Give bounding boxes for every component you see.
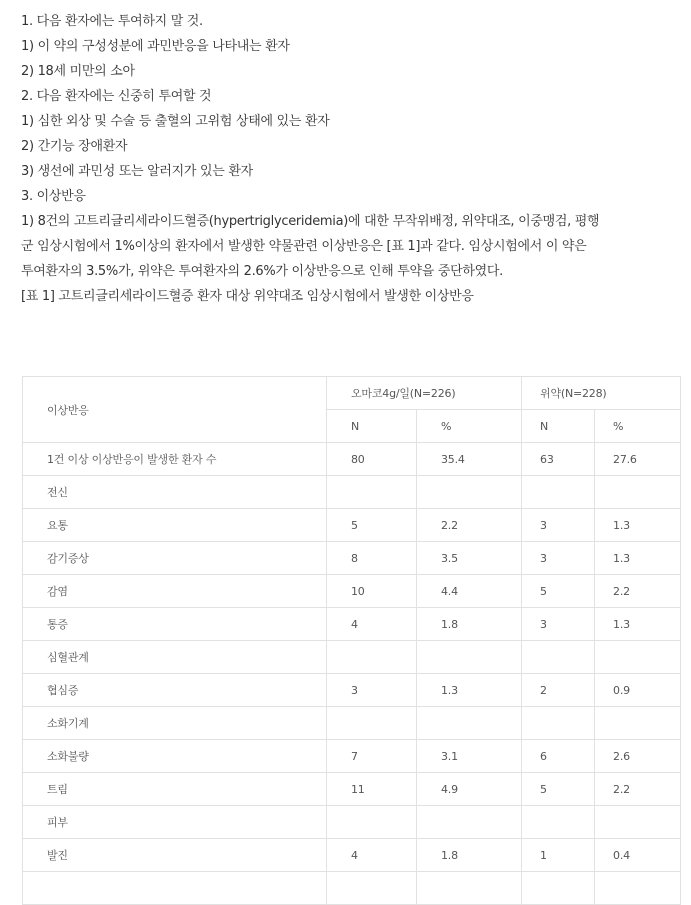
reaction-label: 소화불량 [23, 740, 327, 773]
placebo-percent-cell: 1.3 [595, 509, 681, 542]
reaction-label: 협심증 [23, 674, 327, 707]
reaction-label: 트림 [23, 773, 327, 806]
omacor-percent-cell: 3.5 [417, 542, 522, 575]
placebo-n-cell: 3 [522, 542, 595, 575]
table-header-row-1 [23, 377, 681, 410]
section-2-item-3: 3) 생선에 과민성 또는 알러지가 있는 환자 [21, 164, 253, 179]
group-label: 소화기계 [23, 707, 327, 740]
section-3-item-1-line-2: 군 임상시험에서 1%이상의 환자에서 발생한 약물관련 이상반응은 [표 1]과 같다. 임상시험에서 이 약은 [21, 239, 587, 254]
placebo-percent-cell: 0.9 [595, 674, 681, 707]
placebo-n-cell: 3 [522, 608, 595, 641]
placebo-percent-cell: 27.6 [595, 443, 681, 476]
reaction-label: 감기증상 [23, 542, 327, 575]
section-1-heading: 1. 다음 환자에는 투여하지 말 것. [21, 14, 203, 29]
reaction-label: 통증 [23, 608, 327, 641]
table-group-row [23, 707, 681, 740]
header-placebo-n: N [522, 410, 595, 443]
placebo-percent-cell [595, 641, 681, 674]
omacor-n-cell [327, 872, 417, 905]
placebo-n-cell [522, 641, 595, 674]
placebo-percent-cell: 2.6 [595, 740, 681, 773]
omacor-percent-cell [417, 872, 522, 905]
omacor-percent-cell: 35.4 [417, 443, 522, 476]
reaction-label: 발진 [23, 839, 327, 872]
table-row [23, 740, 681, 773]
section-3-item-1-line-1: 1) 8건의 고트리글리세라이드혈증(hypertriglyceridemia)에 대한 무작위배정, 위약대조, 이중맹검, 평행 [21, 214, 600, 229]
placebo-n-cell [522, 872, 595, 905]
header-placebo-percent: % [595, 410, 681, 443]
header-omacor-percent: % [417, 410, 522, 443]
omacor-percent-cell: 4.4 [417, 575, 522, 608]
section-3-heading: 3. 이상반응 [21, 189, 86, 204]
reaction-label [23, 872, 327, 905]
reaction-label: 요통 [23, 509, 327, 542]
omacor-percent-cell: 3.1 [417, 740, 522, 773]
placebo-percent-cell [595, 707, 681, 740]
omacor-n-cell: 5 [327, 509, 417, 542]
section-2-heading: 2. 다음 환자에는 신중히 투여할 것 [21, 89, 212, 104]
omacor-n-cell: 4 [327, 839, 417, 872]
group-label: 전신 [23, 476, 327, 509]
omacor-n-cell: 4 [327, 608, 417, 641]
table-body [23, 443, 681, 905]
omacor-n-cell: 10 [327, 575, 417, 608]
omacor-n-cell [327, 806, 417, 839]
omacor-percent-cell [417, 707, 522, 740]
table-row [23, 773, 681, 806]
reaction-label: 1건 이상 이상반응이 발생한 환자 수 [23, 443, 327, 476]
placebo-percent-cell: 1.3 [595, 608, 681, 641]
header-omacor-group: 오마코4g/일(N=226) [327, 377, 522, 410]
omacor-n-cell [327, 641, 417, 674]
section-2-item-2: 2) 간기능 장애환자 [21, 139, 128, 154]
placebo-n-cell: 6 [522, 740, 595, 773]
omacor-n-cell [327, 707, 417, 740]
placebo-n-cell: 1 [522, 839, 595, 872]
omacor-percent-cell [417, 476, 522, 509]
table-row [23, 608, 681, 641]
table-row [23, 839, 681, 872]
placebo-n-cell [522, 806, 595, 839]
omacor-n-cell [327, 476, 417, 509]
omacor-n-cell: 7 [327, 740, 417, 773]
placebo-n-cell: 63 [522, 443, 595, 476]
placebo-n-cell [522, 707, 595, 740]
omacor-percent-cell [417, 806, 522, 839]
omacor-percent-cell: 2.2 [417, 509, 522, 542]
omacor-percent-cell: 1.8 [417, 839, 522, 872]
reaction-label: 감염 [23, 575, 327, 608]
omacor-n-cell: 80 [327, 443, 417, 476]
omacor-percent-cell: 4.9 [417, 773, 522, 806]
placebo-percent-cell: 2.2 [595, 773, 681, 806]
table-row [23, 674, 681, 707]
placebo-percent-cell [595, 806, 681, 839]
table-group-row [23, 806, 681, 839]
table-caption: [표 1] 고트리글리세라이드혈증 환자 대상 위약대조 임상시험에서 발생한 이상반응 [21, 289, 474, 304]
placebo-n-cell: 5 [522, 575, 595, 608]
omacor-percent-cell: 1.8 [417, 608, 522, 641]
group-label: 피부 [23, 806, 327, 839]
placebo-percent-cell [595, 872, 681, 905]
placebo-n-cell: 2 [522, 674, 595, 707]
section-1-item-2: 2) 18세 미만의 소아 [21, 64, 135, 79]
document-body [21, 9, 681, 309]
table-row [23, 872, 681, 905]
placebo-n-cell [522, 476, 595, 509]
table-group-row [23, 476, 681, 509]
placebo-percent-cell: 2.2 [595, 575, 681, 608]
table-row [23, 509, 681, 542]
section-3-item-1-line-3: 투여환자의 3.5%가, 위약은 투여환자의 2.6%가 이상반응으로 인해 투약을 중단하였다. [21, 264, 503, 279]
placebo-percent-cell: 1.3 [595, 542, 681, 575]
omacor-n-cell: 3 [327, 674, 417, 707]
placebo-percent-cell: 0.4 [595, 839, 681, 872]
placebo-percent-cell [595, 476, 681, 509]
header-placebo-group: 위약(N=228) [522, 377, 681, 410]
group-label: 심혈관계 [23, 641, 327, 674]
table-group-row [23, 641, 681, 674]
adverse-reactions-table [22, 376, 681, 905]
header-adverse-reaction: 이상반응 [23, 377, 327, 443]
omacor-n-cell: 11 [327, 773, 417, 806]
section-1-item-1: 1) 이 약의 구성성분에 과민반응을 나타내는 환자 [21, 39, 290, 54]
omacor-percent-cell [417, 641, 522, 674]
omacor-n-cell: 8 [327, 542, 417, 575]
section-2-item-1: 1) 심한 외상 및 수술 등 출혈의 고위험 상태에 있는 환자 [21, 114, 330, 129]
omacor-percent-cell: 1.3 [417, 674, 522, 707]
placebo-n-cell: 3 [522, 509, 595, 542]
table-row [23, 443, 681, 476]
table-row [23, 542, 681, 575]
table-row [23, 575, 681, 608]
header-omacor-n: N [327, 410, 417, 443]
placebo-n-cell: 5 [522, 773, 595, 806]
